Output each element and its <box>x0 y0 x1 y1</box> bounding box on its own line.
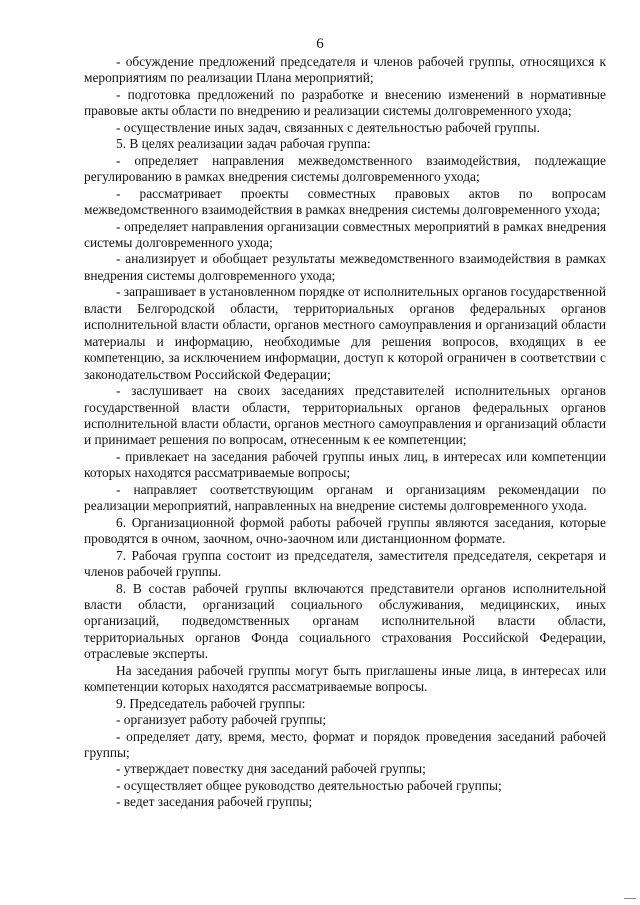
paragraph: 5. В целях реализации задач рабочая группа: <box>116 136 371 152</box>
paragraph: - осуществляет общее руководство деятельностью рабочей группы; <box>116 777 502 793</box>
paragraph: 9. Председатель рабочей группы: <box>116 695 306 711</box>
paragraph: - анализирует и обобщает результаты межведомственного взаимодействия в рамках внедрения системы долговременного ухода; <box>84 251 606 283</box>
paragraph: - определяет дату, время, место, формат и порядок проведения заседаний рабочей группы; <box>84 728 606 761</box>
paragraph: - рассматривает проекты совместных правовых актов по вопросам межведомственного взаимодействия в рамках внедрения системы долговременного ухода; <box>84 185 606 218</box>
paragraph: - заслушивает на своих заседаниях представителей исполнительных органов государственной власти области, территориальных органов федеральных органов исполнительной власти области, органов местного самоуправления и организаций области и принимает решения по вопросам, отнесенным к ее компетенции; <box>84 383 606 448</box>
paragraph: На заседания рабочей группы могут быть приглашены иные лица, в интересах или компетенции которых находятся рассматриваемые вопросы. <box>84 662 606 695</box>
document-body <box>84 54 606 811</box>
paragraph: - ведет заседания рабочей группы; <box>116 794 313 810</box>
paragraph: - определяет направления межведомственного взаимодействия, подлежащие регулированию в рамках внедрения системы долговременного ухода; <box>84 152 606 185</box>
paragraph: - организует работу рабочей группы; <box>116 712 327 728</box>
paragraph: - привлекает на заседания рабочей группы иных лиц, в интересах или компетенции которых находятся рассматриваемые вопросы; <box>84 448 606 481</box>
paragraph: 8. В состав рабочей группы включаются представители органов исполнительной власти области, организаций социального обслуживания, медицинских, иных организаций, подведомственных органам исполнительной власти области, территориальных органов Фонда социального страхования Российской Федерации, отраслевые эксперты. <box>84 580 606 662</box>
paragraph: 6. Организационной формой работы рабочей группы являются заседания, которые проводятся в очном, заочном, очно-заочном или дистанционном формате. <box>84 514 606 547</box>
paragraph: - осуществление иных задач, связанных с деятельностью рабочей группы. <box>116 119 540 135</box>
paragraph: - обсуждение предложений председателя и членов рабочей группы, относящихся к мероприятиям по реализации Плана мероприятий; <box>84 54 606 86</box>
paragraph: - запрашивает в установленном порядке от исполнительных органов государственной власти Белгородской области, территориальных органов федеральных органов исполнительной власти области, органов местного самоуправления и организаций области материалы и информацию, необходимые для решения вопросов, входящих в ее компетенцию, за исключением информации, доступ к которой ограничен в соответствии с законодательством Российской Федерации; <box>84 284 606 382</box>
scan-edge-mark <box>624 898 636 899</box>
paragraph: - подготовка предложений по разработке и внесению изменений в нормативные правовые акты области по внедрению и реализации системы долговременного ухода; <box>84 86 606 119</box>
paragraph: - направляет соответствующим органам и организациям рекомендации по реализации мероприятий, направленных на внедрение системы долговременного ухода. <box>84 481 606 514</box>
page-number: 6 <box>316 36 324 52</box>
paragraph: 7. Рабочая группа состоит из председателя, заместителя председателя, секретаря и членов рабочей группы. <box>84 547 606 580</box>
paragraph: - определяет направления организации совместных мероприятий в рамках внедрения системы долговременного ухода; <box>84 218 606 250</box>
paragraph: - утверждает повестку дня заседаний рабочей группы; <box>116 761 426 777</box>
